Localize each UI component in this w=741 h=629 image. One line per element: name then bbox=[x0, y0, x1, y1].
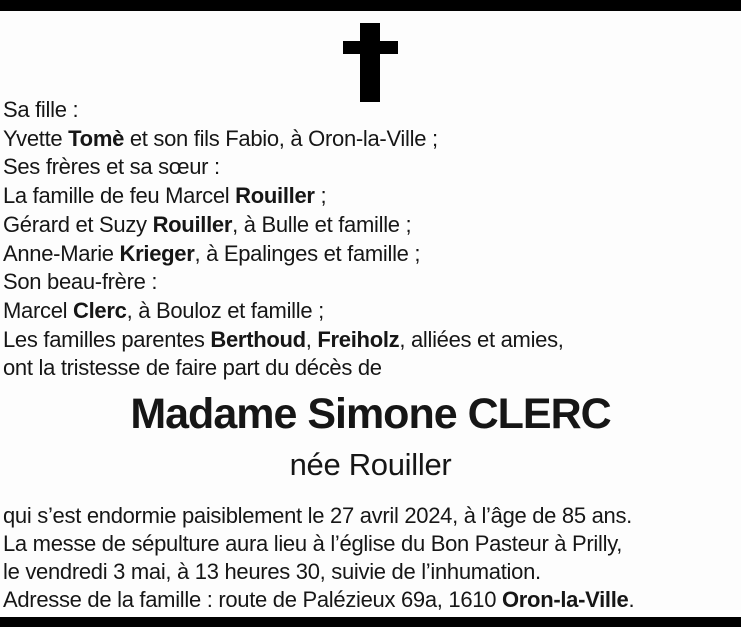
text-segment: Ses frères et sa sœur : bbox=[3, 154, 220, 180]
text-segment: Son beau-frère : bbox=[3, 269, 158, 295]
text-segment: ; bbox=[314, 183, 327, 209]
text-line bbox=[3, 96, 739, 125]
text-line bbox=[3, 586, 739, 614]
text-segment: le vendredi 3 mai, à 13 heures 30, suivie de l’inhumation. bbox=[3, 559, 541, 584]
text-segment: , à Bulle et famille ; bbox=[232, 211, 412, 237]
text-segment: Anne-Marie bbox=[3, 240, 120, 266]
text-segment: La messe de sépulture aura lieu à l’église du Bon Pasteur à Prilly, bbox=[3, 531, 623, 556]
text-segment: ont la tristesse de faire part du décès de bbox=[3, 355, 382, 381]
bold-name-segment: Berthoud bbox=[210, 326, 306, 352]
text-segment: , bbox=[305, 326, 318, 352]
bold-name-segment: Rouiller bbox=[152, 211, 233, 237]
text-segment: La famille de feu Marcel bbox=[3, 183, 236, 209]
text-segment: et son fils Fabio, à Oron-la-Ville ; bbox=[124, 125, 438, 151]
text-segment: Les familles parentes bbox=[3, 326, 211, 352]
bold-name-segment: Tomè bbox=[68, 125, 125, 151]
text-segment: qui s’est endormie paisiblement le 27 avril 2024, à l’âge de 85 ans. bbox=[3, 503, 632, 528]
bold-name-segment: Freiholz bbox=[317, 326, 400, 352]
latin-cross-icon bbox=[343, 23, 398, 102]
text-segment: Adresse de la famille : route de Palézieux 69a, 1610 bbox=[3, 587, 502, 612]
bold-name-segment: Clerc bbox=[73, 297, 127, 323]
text-line bbox=[3, 211, 739, 240]
cross-vertical-beam bbox=[360, 23, 380, 102]
text-line bbox=[3, 326, 739, 355]
text-line bbox=[3, 297, 739, 326]
maiden-name: née Rouiller bbox=[289, 447, 452, 482]
bold-name-segment: Oron-la-Ville bbox=[501, 587, 629, 612]
text-segment: Gérard et Suzy bbox=[3, 211, 153, 237]
text-line bbox=[3, 182, 739, 211]
text-line bbox=[3, 354, 739, 383]
text-line bbox=[3, 530, 739, 558]
funeral-details-lines bbox=[3, 502, 739, 614]
text-segment: . bbox=[628, 587, 635, 612]
text-segment: Marcel bbox=[3, 297, 74, 323]
family-announcement-lines bbox=[3, 96, 739, 383]
deceased-name: Madame Simone CLERC bbox=[130, 390, 611, 438]
bold-name-segment: Krieger bbox=[119, 240, 195, 266]
text-line bbox=[3, 558, 739, 586]
text-segment: , à Bouloz et famille ; bbox=[126, 297, 324, 323]
bold-name-segment: Rouiller bbox=[235, 183, 315, 209]
cross-horizontal-beam bbox=[343, 41, 398, 54]
text-segment: Yvette bbox=[3, 125, 69, 151]
text-line bbox=[3, 502, 739, 530]
bottom-border-bar bbox=[0, 617, 741, 627]
text-segment: , alliées et amies, bbox=[399, 326, 564, 352]
top-border-bar bbox=[0, 0, 741, 11]
text-line bbox=[3, 125, 739, 154]
text-line bbox=[3, 153, 739, 182]
text-segment: Sa fille : bbox=[3, 97, 79, 122]
text-line bbox=[3, 268, 739, 297]
text-line bbox=[3, 240, 739, 269]
text-segment: , à Epalinges et famille ; bbox=[194, 240, 421, 266]
